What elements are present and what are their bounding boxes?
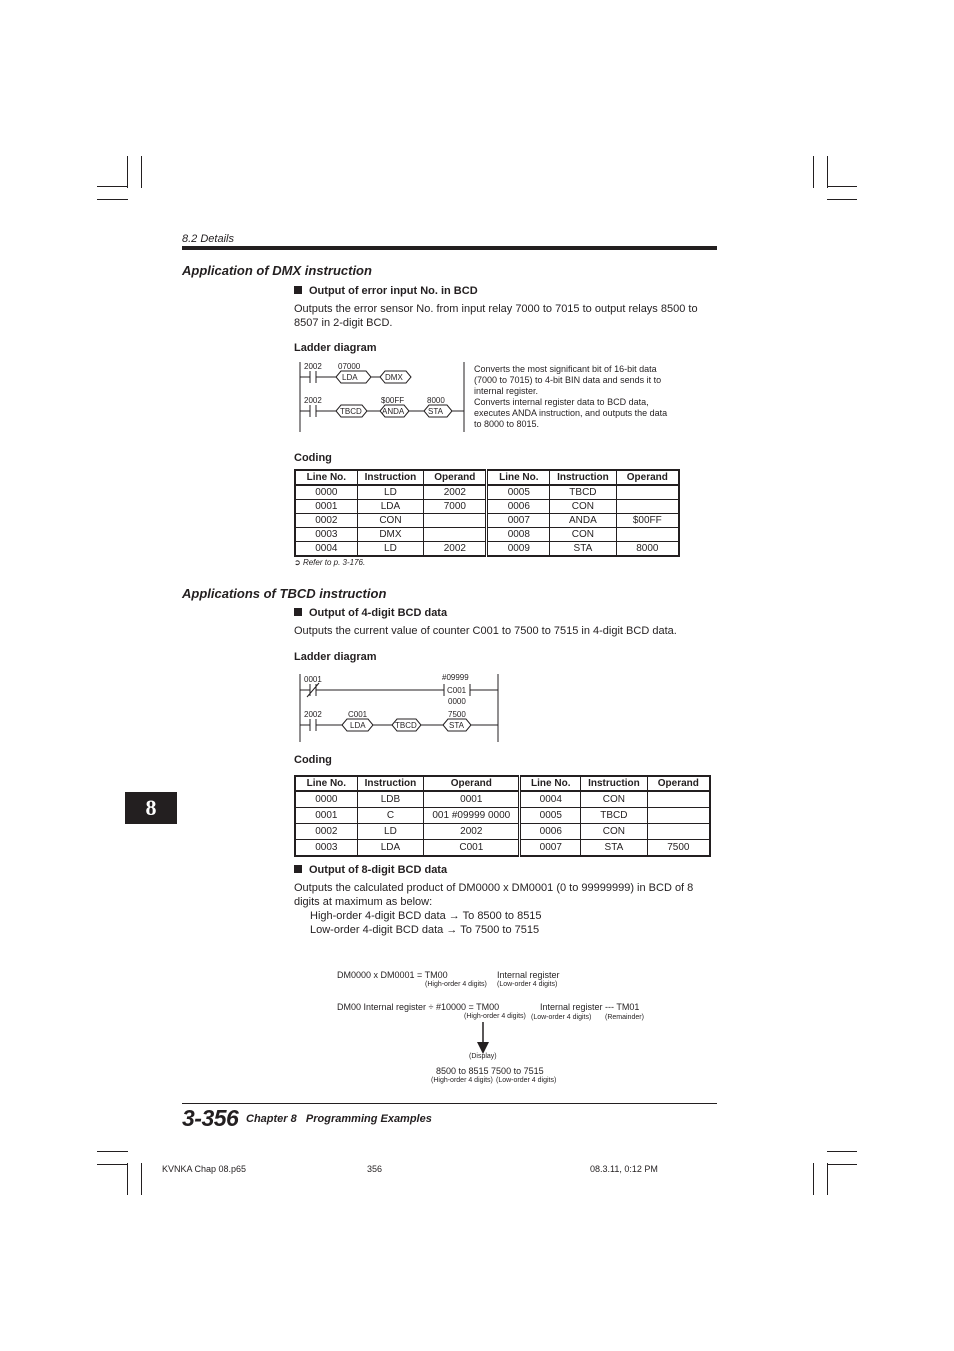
r2-contact-label: 2002: [304, 396, 322, 405]
footer-page: 356: [367, 1164, 383, 1174]
bullet-heading-8digit: Output of 8-digit BCD data: [294, 864, 447, 876]
dmx-coding-table: [294, 469, 680, 557]
calc-line-1-sub-low: (Low-order 4 digits): [497, 981, 558, 988]
refer-link[interactable]: ➲ Refer to p. 3-176.: [294, 558, 366, 567]
calc-line-2-sub-low: (Low-order 4 digits): [531, 1014, 592, 1021]
dmx-ladder-label: Ladder diagram: [294, 342, 377, 354]
counter-preset: #09999: [442, 673, 469, 682]
r2-operand-8000: 8000: [427, 396, 445, 405]
table-row: 0003 DMX 0008 CON: [295, 528, 679, 542]
tbcd-coding-table: [294, 775, 711, 857]
table-row: 0000 LDB 0001 0004 CON: [295, 791, 710, 808]
footer-date: 08.3.11, 0:12 PM: [590, 1164, 658, 1174]
calc-line-1-sub-high: (High-order 4 digits): [425, 981, 487, 988]
r2-operand-c001: C001: [348, 710, 368, 719]
square-bullet-icon: [294, 608, 302, 616]
table-row: 0004 LD 2002 0009 STA 8000: [295, 542, 679, 557]
tbcd-coding-label: Coding: [294, 754, 332, 766]
down-arrow-icon: [476, 1022, 490, 1056]
dmx-ladder-diagram: [294, 360, 484, 436]
table-header-row: Line No. Instruction Operand Line No. Instruction Operand: [295, 776, 710, 791]
calc-line-2-register: Internal register --- TM01: [540, 1002, 640, 1012]
calc-line-2-sub-remainder: (Remainder): [605, 1014, 644, 1021]
tbcd-ladder-label: Ladder diagram: [294, 651, 377, 663]
r2-contact-label: 2002: [304, 710, 322, 719]
bullet-heading-dmx: Output of error input No. in BCD: [294, 285, 478, 297]
r1-contact-label: 0001: [304, 675, 322, 684]
calc-result-sub-low: (Low-order 4 digits): [496, 1077, 557, 1084]
square-bullet-icon: [294, 865, 302, 873]
tbcd-8digit-description: Outputs the calculated product of DM0000 x DM0001 (0 to 99999999) in BCD of 8 digits at maximum as below: High-order 4-digit BCD data → To 8500 to 8515 Low-order 4-digit BCD data → To 7500 to 7515: [294, 882, 694, 936]
chapter-tab: 8: [125, 792, 177, 824]
table-header-row: Line No. Instruction Operand Line No. Instruction Operand: [295, 470, 679, 485]
bullet-heading-4digit: Output of 4-digit BCD data: [294, 607, 447, 619]
instr-sta: STA: [428, 407, 443, 416]
instr-sta: STA: [449, 721, 464, 730]
calc-line-2: DM00 Internal register ÷ #10000 = TM00: [337, 1002, 500, 1012]
page-number: 3-356: [182, 1105, 239, 1131]
table-row: 0002 CON 0007 ANDA $00FF: [295, 514, 679, 528]
table-row: 0001 C 001 #09999 0000 0005 TBCD: [295, 808, 710, 824]
table-row: 0001 LDA 7000 0006 CON: [295, 500, 679, 514]
section-header: 8.2 Details: [182, 233, 234, 245]
instr-dmx: DMX: [385, 373, 403, 382]
table-row: 0002 LD 2002 0006 CON: [295, 824, 710, 840]
instr-anda: ANDA: [382, 407, 405, 416]
tbcd-ladder-diagram: [294, 670, 504, 746]
instr-lda: LDA: [350, 721, 366, 730]
footer-rule: [182, 1103, 717, 1104]
instr-tbcd: TBCD: [395, 721, 417, 730]
counter-name: C001: [447, 686, 467, 695]
calc-result: 8500 to 8515 7500 to 7515: [436, 1066, 544, 1076]
dmx-description: Outputs the error sensor No. from input relay 7000 to 7015 to output relays 8500 to 8507 in 2-digit BCD.: [294, 303, 698, 329]
dmx-coding-label: Coding: [294, 452, 332, 464]
calc-result-sub-high: (High-order 4 digits): [431, 1077, 493, 1084]
r1-operand: 07000: [338, 362, 361, 371]
calc-line-2-sub-high: (High-order 4 digits): [464, 1013, 526, 1020]
instr-tbcd: TBCD: [340, 407, 362, 416]
table-row: 0003 LDA C001 0007 STA 7500: [295, 840, 710, 857]
tbcd-description: Outputs the current value of counter C001 to 7500 to 7515 in 4-digit BCD data.: [294, 625, 677, 637]
arrow-icon: ➲: [294, 558, 303, 567]
calc-line-1: DM0000 x DM0001 = TM00: [337, 970, 448, 980]
dmx-ladder-note: Converts the most significant bit of 16-bit data (7000 to 7015) to 4-bit BIN data and sends it to internal register. Converts internal register data to BCD data, executes ANDA instruction, and outputs the data to 8000 to 8015.: [474, 364, 668, 429]
r2-operand-7500: 7500: [448, 710, 466, 719]
table-row: 0000 LD 2002 0005 TBCD: [295, 485, 679, 500]
footer-chapter: Chapter 8 Programming Examples: [246, 1113, 432, 1125]
section-title-tbcd: Applications of TBCD instruction: [182, 586, 387, 601]
instr-lda: LDA: [342, 373, 358, 382]
calc-display-label: (Display): [469, 1053, 497, 1060]
r1-contact-label: 2002: [304, 362, 322, 371]
counter-address: 0000: [448, 697, 466, 706]
header-rule: [182, 246, 717, 250]
r2-operand-ff: $00FF: [381, 396, 405, 405]
section-title-dmx: Application of DMX instruction: [182, 263, 372, 278]
square-bullet-icon: [294, 286, 302, 294]
footer-file: KVNKA Chap 08.p65: [162, 1164, 247, 1174]
calc-line-1-register: Internal register: [497, 970, 560, 980]
